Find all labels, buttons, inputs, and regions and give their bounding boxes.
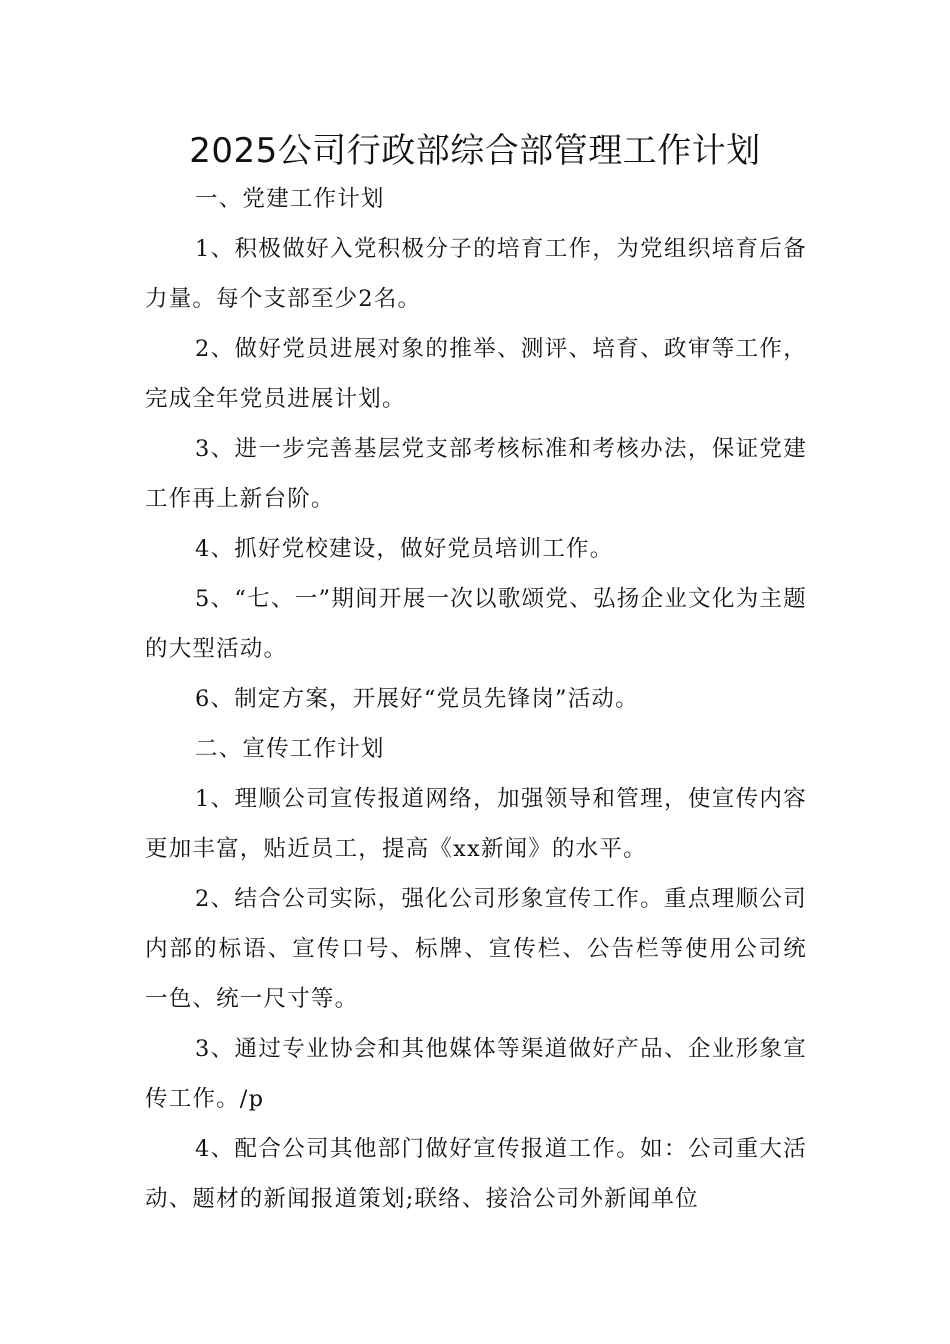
document-body xyxy=(145,174,807,1224)
paragraph: 1、理顺公司宣传报道网络，加强领导和管理，使宣传内容更加丰富，贴近员工，提高《xx新闻》的水平。 xyxy=(145,786,807,862)
paragraph: 5、“七、一”期间开展一次以歌颂党、弘扬企业文化为主题的大型活动。 xyxy=(145,586,807,662)
paragraph: 2、做好党员进展对象的推举、测评、培育、政审等工作，完成全年党员进展计划。 xyxy=(145,336,807,412)
paragraph: 6、制定方案，开展好“党员先锋岗”活动。 xyxy=(195,686,639,712)
paragraph: 4、抓好党校建设，做好党员培训工作。 xyxy=(195,536,614,562)
paragraph: 2、结合公司实际，强化公司形象宣传工作。重点理顺公司内部的标语、宣传口号、标牌、宣传栏、公告栏等使用公司统一色、统一尺寸等。 xyxy=(145,886,807,1012)
paragraph: 1、积极做好入党积极分子的培育工作，为党组织培育后备力量。每个支部至少2名。 xyxy=(145,236,807,312)
paragraph: 3、通过专业协会和其他媒体等渠道做好产品、企业形象宣传工作。/p xyxy=(145,1036,807,1112)
section-heading-publicity: 二、宣传工作计划 xyxy=(195,736,385,762)
paragraph: 3、进一步完善基层党支部考核标准和考核办法，保证党建工作再上新台阶。 xyxy=(145,436,807,512)
section-heading-party-building: 一、党建工作计划 xyxy=(195,186,385,212)
paragraph: 4、配合公司其他部门做好宣传报道工作。如：公司重大活动、题材的新闻报道策划;联络、接洽公司外新闻单位 xyxy=(145,1136,807,1212)
document-title: 2025公司行政部综合部管理工作计划 xyxy=(189,131,761,171)
